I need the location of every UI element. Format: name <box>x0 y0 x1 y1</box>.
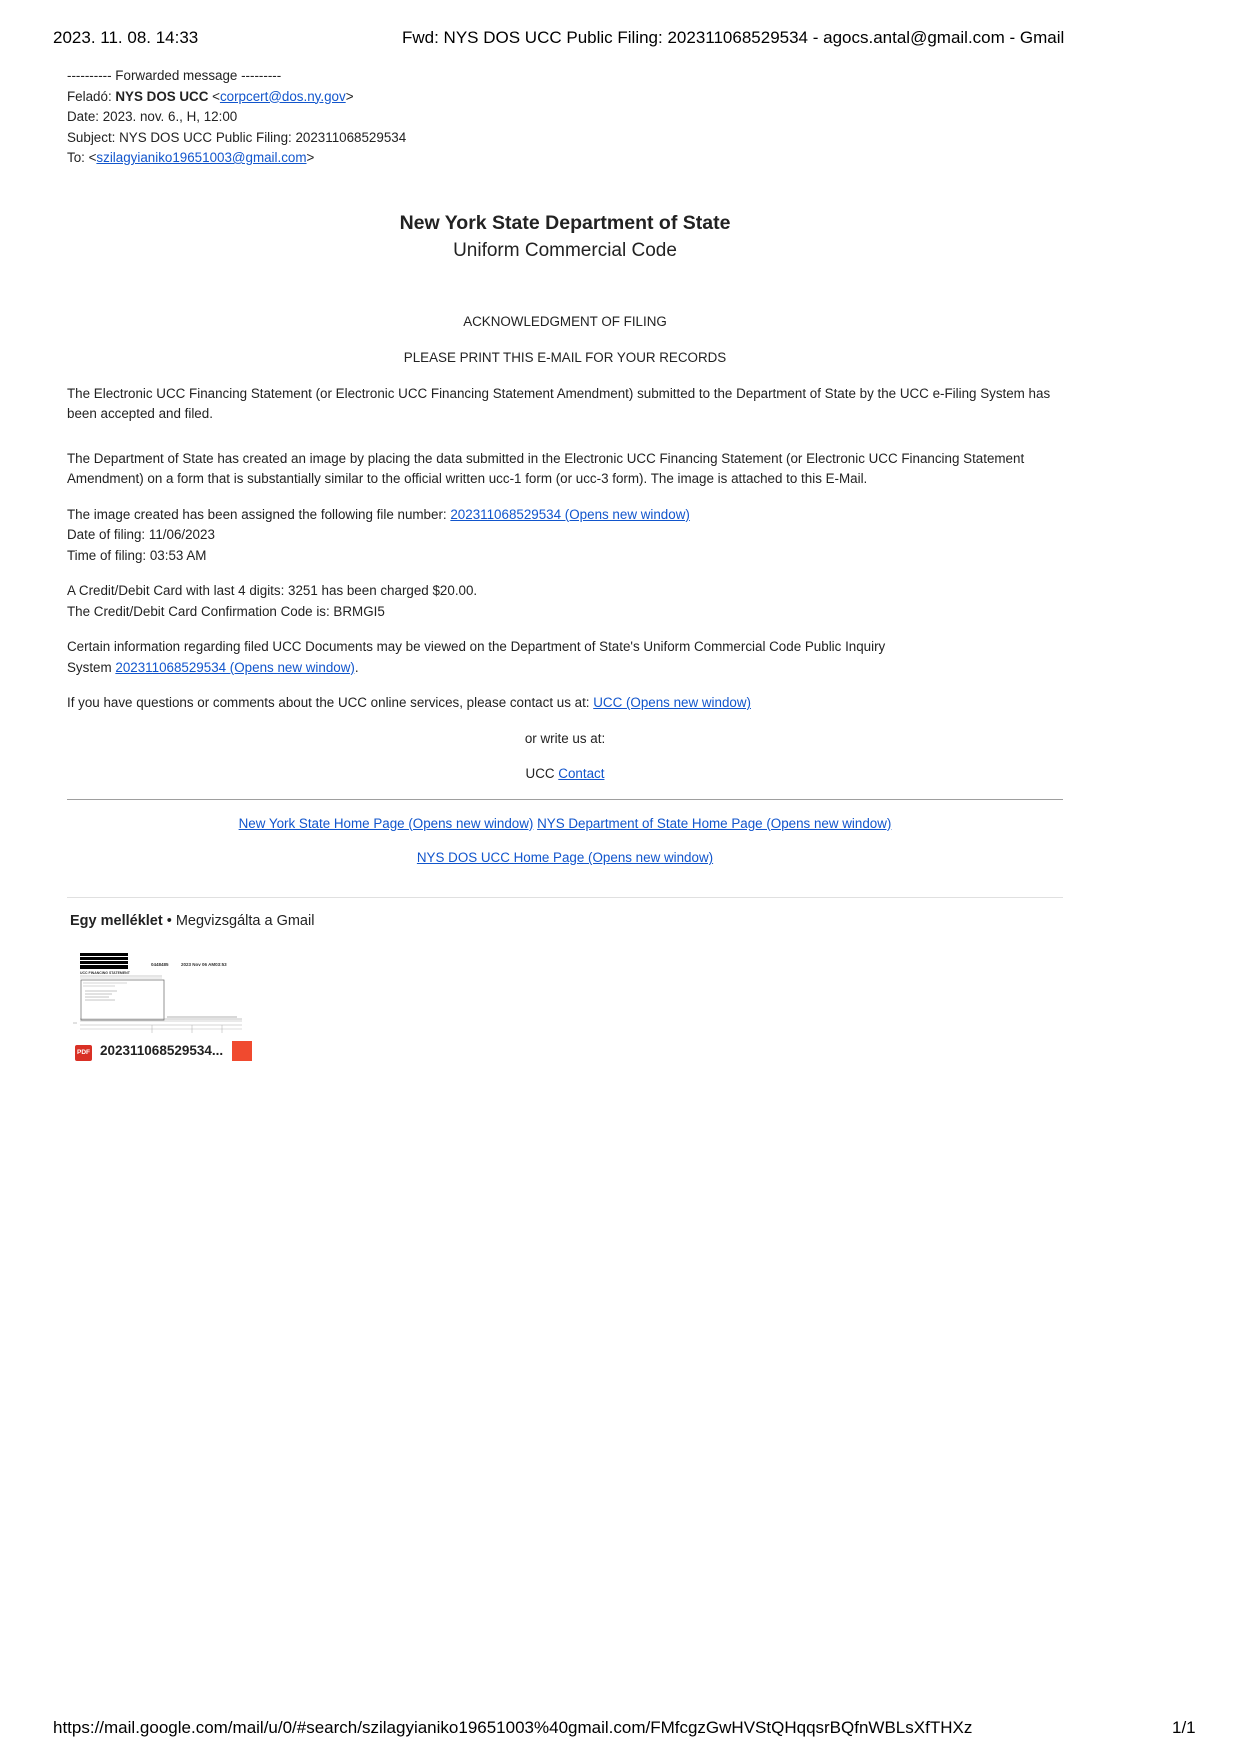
inquiry-paragraph <box>67 637 1063 678</box>
file-number-link[interactable]: 202311068529534 (Opens new window) <box>450 506 690 522</box>
inquiry-system: System <box>67 659 116 675</box>
nys-dos-home-link[interactable]: NYS Department of State Home Page (Opens new window) <box>537 815 892 831</box>
print-date: 2023. 11. 08. 14:33 <box>53 28 199 47</box>
thumb-text-3: UCC FINANCING STATEMENT <box>80 971 130 975</box>
ucc-link[interactable]: UCC (Opens new window) <box>593 695 751 710</box>
forward-separator: ---------- Forwarded message --------- <box>67 68 282 83</box>
to-email-link[interactable]: szilagyianiko19651003@gmail.com <box>96 150 307 165</box>
from-line: Feladó: NYS DOS UCC <corpcert@dos.ny.gov> <box>67 88 354 104</box>
print-url: https://mail.google.com/mail/u/0/#search/szilagyianiko19651003%40gmail.com/FMfcgzGwHVStQHqqsrBQfnWBLsXfTHXz <box>53 1718 973 1737</box>
pdf-preview-icon <box>67 945 255 1035</box>
attachment-thumbnail[interactable] <box>67 945 255 1036</box>
scanned-label: • Megvizsgálta a Gmail <box>162 913 315 929</box>
footer-links-row-1 <box>67 814 1063 835</box>
attachment-count: Egy melléklet <box>70 913 163 929</box>
accepted-paragraph: The Electronic UCC Financing Statement (or Electronic UCC Financing Statement Amendment) submitted to the Department of State by the UCC e-Filing System has been accepted and filed. <box>67 385 1051 421</box>
write-us: or write us at: <box>524 730 606 746</box>
attachment-filename[interactable]: 202311068529534... <box>100 1043 224 1058</box>
to-line: To: <szilagyianiko19651003@gmail.com> <box>67 150 315 165</box>
file-number-line <box>67 505 1063 526</box>
nys-home-link[interactable]: New York State Home Page (Opens new window) <box>238 815 534 831</box>
ack-heading: ACKNOWLEDGMENT OF FILING <box>463 313 667 329</box>
attachment-footer[interactable] <box>67 1035 255 1071</box>
pdf-icon: PDF <box>75 1045 92 1061</box>
download-icon[interactable] <box>232 1041 252 1061</box>
inquiry-link[interactable]: 202311068529534 (Opens new window) <box>115 659 355 675</box>
divider <box>67 799 1063 800</box>
subject-line: Subject: NYS DOS UCC Public Filing: 202311068529534 <box>67 129 407 145</box>
from-name: NYS DOS UCC <box>115 88 209 104</box>
thumb-text-2: 2023 Nov 06 AM03:53 <box>181 962 227 967</box>
attachment-divider <box>67 897 1063 898</box>
file-number-text: The image created has been assigned the following file number: <box>67 506 451 522</box>
attachments-header <box>70 913 314 929</box>
card-charge: A Credit/Debit Card with last 4 digits: 3251 has been charged $20.00. <box>67 583 478 598</box>
filing-details <box>67 505 1063 567</box>
contact-line <box>67 764 1063 785</box>
inquiry-text: Certain information regarding filed UCC Documents may be viewed on the Department of State's Uniform Commercial Code Public Inquiry <box>67 639 886 654</box>
contact-link[interactable]: Contact <box>558 766 605 781</box>
attachment-card[interactable] <box>67 945 255 1071</box>
date-of-filing: Date of filing: 11/06/2023 <box>67 527 215 542</box>
questions-text: If you have questions or comments about the UCC online services, please contact us at: <box>67 695 594 710</box>
to-label: To: <box>67 150 89 165</box>
department-subtitle: Uniform Commercial Code <box>453 239 677 261</box>
thumb-text-1: 0448485 <box>151 962 169 967</box>
inquiry-line: System 202311068529534 (Opens new window). <box>67 659 359 675</box>
date-line: Date: 2023. nov. 6., H, 12:00 <box>67 109 238 124</box>
forward-header <box>67 66 1063 169</box>
time-of-filing: Time of filing: 03:53 AM <box>67 547 207 563</box>
print-title: Fwd: NYS DOS UCC Public Filing: 202311068529534 - agocs.antal@gmail.com - Gmail <box>402 28 1065 47</box>
from-label: Feladó: <box>67 88 116 104</box>
payment-details <box>67 581 1063 622</box>
questions-line <box>67 693 1063 714</box>
from-email-link[interactable]: corpcert@dos.ny.gov <box>219 88 346 104</box>
image-paragraph: The Department of State has created an image by placing the data submitted in the Electronic UCC Financing Statement (or Electronic UCC Financing Statement Amendment) on a form that is substantially similar to the official written ucc-1 form (or ucc-3 form). The image is attached to this E-Mail. <box>67 450 1025 486</box>
card-confirmation: The Credit/Debit Card Confirmation Code is: BRMGI5 <box>67 603 385 619</box>
ucc-label: UCC <box>525 766 559 781</box>
ucc-home-link[interactable]: NYS DOS UCC Home Page (Opens new window) <box>416 850 714 865</box>
print-notice: PLEASE PRINT THIS E-MAIL FOR YOUR RECORDS <box>403 350 727 365</box>
footer-links-row-2 <box>67 848 1063 869</box>
page-number: 1/1 <box>1172 1718 1196 1737</box>
email-body <box>67 66 1063 898</box>
department-name: New York State Department of State <box>399 211 731 234</box>
